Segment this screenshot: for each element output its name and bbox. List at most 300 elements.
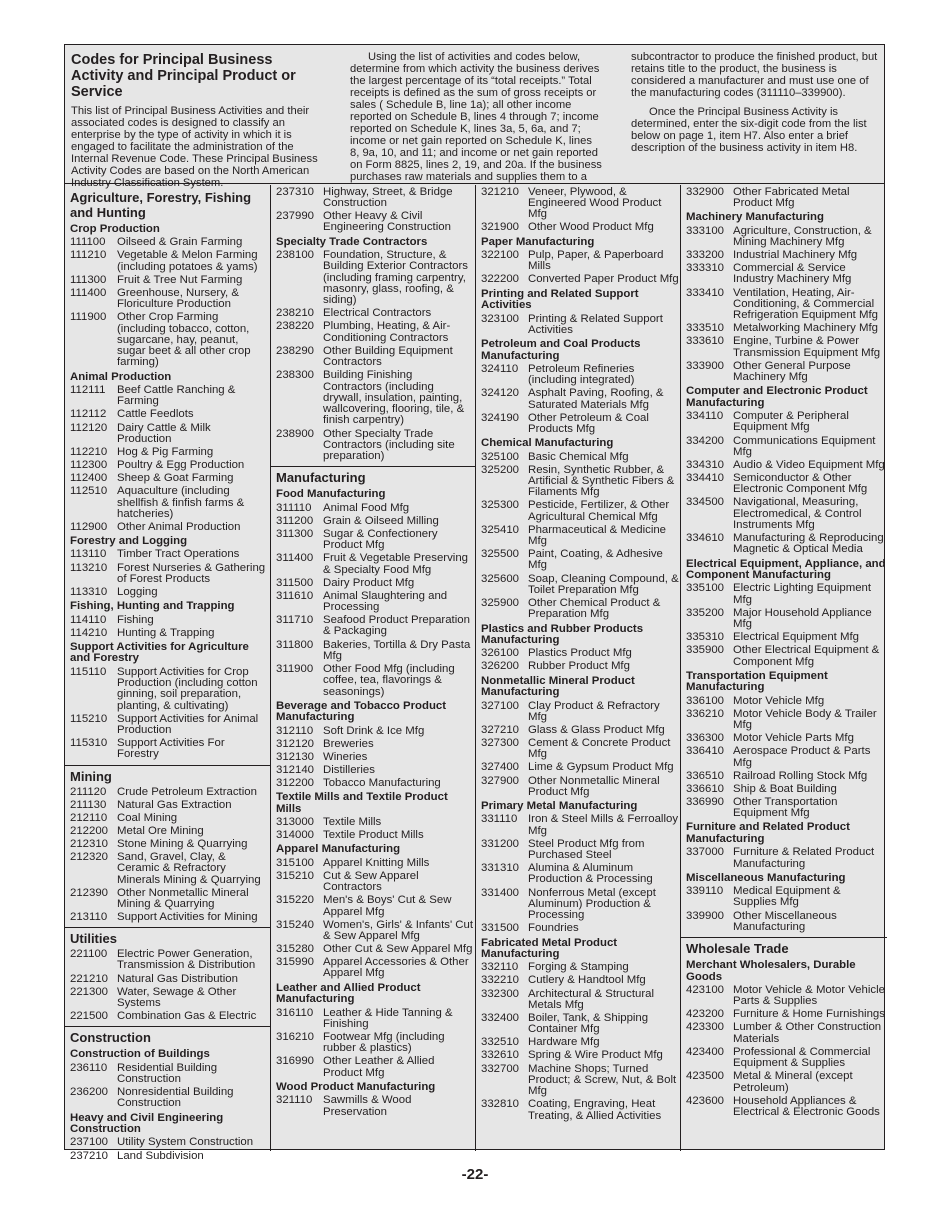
activity-code: 237100 [70, 1136, 109, 1149]
activity-label: Sugar & Confectionery Product Mfg [323, 527, 438, 552]
activity-label: Metal & Mineral (except Petroleum) [733, 1070, 853, 1094]
activity-code: 334310 [686, 458, 725, 471]
code-row [476, 1064, 681, 1098]
activity-label: Nonferrous Metal (except Aluminum) Production & Processing [528, 886, 656, 922]
intro-section [65, 45, 884, 189]
activity-code: 313000 [276, 816, 315, 829]
section-heading: Mining [65, 765, 270, 785]
activity-code: 312140 [276, 763, 315, 776]
code-row [65, 486, 270, 520]
code-row [271, 187, 476, 210]
activity-code: 336100 [686, 694, 725, 707]
code-row [65, 1011, 270, 1022]
section-heading: Construction [65, 1026, 270, 1046]
code-row [476, 1050, 681, 1061]
code-row [476, 725, 681, 736]
activity-label: Other Nonmetallic Mineral Mining & Quarrying [117, 886, 249, 910]
subsection-heading: Machinery Manufacturing [686, 211, 824, 224]
activity-code: 333510 [686, 322, 725, 335]
activity-code: 221500 [70, 1010, 109, 1023]
activity-code: 311200 [276, 514, 314, 527]
activity-label: Other Crop Farming (including tobacco, cotton, sugarcane, hay, peanut, sugar beet & all other crop farming) [117, 311, 251, 369]
activity-label: Support Activities For Forestry [117, 737, 225, 761]
activity-code: 327100 [481, 699, 520, 712]
activity-label: Textile Product Mills [323, 829, 424, 842]
subsection-heading: Electrical Equipment, Appliance, and Component Manufacturing [686, 557, 886, 582]
intro-column-1 [71, 51, 319, 189]
activity-code: 325410 [481, 523, 520, 536]
code-row [681, 784, 887, 795]
activity-code: 111900 [70, 311, 107, 324]
activity-code: 332510 [481, 1036, 520, 1049]
activity-label: Computer & Peripheral Equipment Mfg [733, 410, 849, 434]
activity-code: 111300 [70, 273, 107, 286]
code-row [476, 250, 681, 273]
activity-label: Other Specialty Trade Contractors (including site preparation) [323, 427, 455, 463]
activity-code: 335900 [686, 644, 725, 657]
code-row [65, 1137, 270, 1148]
activity-code: 336210 [686, 707, 725, 720]
subsection-heading: Fabricated Metal Product Manufacturing [481, 936, 618, 961]
activity-label: Breweries [323, 737, 374, 750]
activity-code: 327210 [481, 723, 520, 736]
activity-label: Electric Lighting Equipment Mfg [733, 582, 872, 606]
codes-column-4 [680, 185, 887, 1151]
activity-label: Furniture & Related Product Manufacturing [733, 846, 875, 870]
code-row [681, 746, 887, 769]
activity-label: Soap, Cleaning Compound, & Toilet Preparation Mfg [528, 572, 679, 596]
activity-code: 332700 [481, 1062, 520, 1075]
code-row [271, 1008, 476, 1031]
activity-code: 112210 [70, 445, 108, 458]
subsection-heading: Primary Metal Manufacturing [481, 800, 638, 813]
code-row [65, 839, 270, 850]
activity-label: Other Petroleum & Coal Products Mfg [528, 411, 649, 436]
section-heading: Agriculture, Forestry, Fishing and Hunting [70, 190, 252, 220]
code-row [271, 640, 476, 663]
code-row [65, 288, 270, 311]
subsection-heading: Food Manufacturing [276, 488, 386, 501]
activity-code: 336610 [686, 782, 725, 795]
code-row [476, 187, 681, 221]
activity-code: 325900 [481, 596, 520, 609]
activity-code: 212310 [70, 837, 109, 850]
activity-code: 314000 [276, 829, 315, 842]
activity-label: Sheep & Goat Farming [117, 472, 234, 485]
subsection-heading: Miscellaneous Manufacturing [686, 871, 846, 884]
subsection-heading: Leather and Allied Product Manufacturing [276, 981, 421, 1006]
code-row [476, 598, 681, 621]
activity-label: Architectural & Structural Metals Mfg [528, 987, 654, 1011]
code-row [271, 503, 476, 514]
activity-code: 115110 [70, 665, 107, 678]
code-row [476, 364, 681, 387]
subsection-heading: Construction of Buildings [70, 1048, 210, 1061]
activity-code: 221100 [70, 948, 108, 961]
code-row [681, 288, 887, 322]
activity-label: Support Activities for Animal Production [117, 712, 259, 737]
activity-label: Logging [117, 585, 158, 598]
code-row [65, 409, 270, 420]
activity-label: Lumber & Other Construction Materials [733, 1021, 882, 1045]
section-heading: Wholesale Trade [681, 937, 887, 957]
activity-code: 111100 [70, 236, 106, 249]
activity-code: 339900 [686, 909, 725, 922]
activity-code: 332810 [481, 1098, 520, 1111]
subsection-heading: Crop Production [70, 223, 160, 235]
activity-label: Forging & Stamping [528, 961, 629, 974]
code-row [681, 1009, 887, 1020]
activity-label: Agriculture, Construction, & Mining Machinery Mfg [733, 224, 872, 248]
code-row [681, 263, 887, 286]
activity-label: Animal Food Mfg [323, 501, 410, 514]
subsection-heading: Heavy and Civil Engineering Construction [70, 1111, 224, 1136]
activity-code: 316110 [276, 1006, 314, 1019]
activity-code: 316210 [276, 1030, 315, 1043]
code-row [681, 733, 887, 744]
activity-code: 332900 [686, 185, 725, 198]
activity-label: Metalworking Machinery Mfg [733, 322, 878, 335]
code-row [65, 1087, 270, 1110]
activity-label: Steel Product Mfg from Purchased Steel [528, 837, 645, 862]
code-row [681, 911, 887, 934]
code-row [476, 388, 681, 411]
code-row [476, 452, 681, 463]
intro-paragraph-4: Once the Principal Business Activity is determined, enter the six-digit code from the list below on page 1, item H7. Also enter a brief description of the business activity in item H8. [631, 106, 867, 154]
activity-label: Pharmaceutical & Medicine Mfg [528, 523, 667, 548]
activity-label: Foundation, Structure, & Building Exterior Contractors (including framing carpentry, masonry, glass, roofing, & siding) [323, 249, 468, 307]
activity-code: 315280 [276, 943, 315, 956]
activity-code: 312130 [276, 750, 315, 763]
activity-code: 423100 [686, 983, 725, 996]
activity-label: Motor Vehicle Mfg [733, 694, 825, 707]
activity-code: 237990 [276, 210, 315, 223]
activity-label: Highway, Street, & Bridge Construction [323, 185, 453, 210]
activity-label: Sand, Gravel, Clay, & Ceramic & Refractory Minerals Mining & Quarrying [117, 850, 261, 886]
activity-code: 331500 [481, 922, 520, 935]
section-heading: Utilities [65, 927, 270, 947]
code-row [271, 830, 476, 841]
code-row [681, 226, 887, 249]
code-row [65, 826, 270, 837]
code-row [476, 863, 681, 886]
page-title: Codes for Principal Business Activity and Principal Product or Service [71, 52, 296, 100]
activity-label: Semiconductor & Other Electronic Component Mfg [733, 472, 868, 496]
activity-label: Dairy Cattle & Milk Production [117, 421, 211, 445]
code-row [681, 771, 887, 782]
activity-label: Iron & Steel Mills & Ferroalloy Mfg [528, 813, 679, 837]
activity-label: Grain & Oilseed Milling [323, 514, 439, 527]
activity-label: Hunting & Trapping [117, 626, 215, 639]
activity-code: 325300 [481, 499, 520, 512]
activity-label: Textile Mills [323, 816, 382, 829]
activity-code: 324190 [481, 411, 520, 424]
activity-code: 323100 [481, 312, 520, 325]
activity-code: 326200 [481, 660, 520, 673]
activity-code: 238900 [276, 427, 315, 440]
subsection-heading: Petroleum and Coal Products Manufacturing [481, 338, 641, 362]
activity-code: 423500 [686, 1070, 725, 1083]
activity-label: Apparel Knitting Mills [323, 856, 430, 869]
activity-code: 333310 [686, 262, 725, 275]
activity-label: Support Activities for Crop Production (including cotton ginning, soil preparation, planting, & cultivating) [117, 665, 258, 712]
activity-label: Veneer, Plywood, & Engineered Wood Product Mfg [528, 185, 662, 221]
activity-label: Aquaculture (including shellfish & finfish farms & hatcheries) [117, 485, 245, 520]
code-row [271, 516, 476, 527]
activity-label: Other Leather & Allied Product Mfg [323, 1055, 435, 1079]
activity-label: Animal Slaughtering and Processing [323, 589, 448, 614]
activity-label: Other Animal Production [117, 520, 241, 533]
code-row [65, 473, 270, 484]
activity-label: Engine, Turbine & Power Transmission Equipment Mfg [733, 335, 881, 359]
activity-label: Electrical Contractors [323, 307, 432, 320]
activity-code: 327400 [481, 761, 520, 774]
activity-label: Medical Equipment & Supplies Mfg [733, 885, 841, 909]
activity-label: Railroad Rolling Stock Mfg [733, 769, 868, 782]
activity-label: Communications Equipment Mfg [733, 434, 876, 458]
subsection-heading: Printing and Related Support Activities [481, 287, 639, 312]
code-row [65, 974, 270, 985]
code-row [65, 423, 270, 446]
subsection-heading: Wood Product Manufacturing [276, 1080, 436, 1093]
activity-code: 113310 [70, 585, 108, 598]
code-row [65, 852, 270, 886]
activity-code: 312110 [276, 724, 314, 737]
code-row [681, 645, 887, 668]
code-row [65, 714, 270, 737]
code-row [681, 361, 887, 384]
code-row [271, 739, 476, 750]
activity-code: 325500 [481, 548, 520, 561]
activity-code: 321210 [481, 185, 520, 198]
activity-label: Motor Vehicle Body & Trailer Mfg [733, 707, 877, 732]
code-row [681, 709, 887, 732]
subsection-heading: Furniture and Related Product Manufacturing [686, 821, 850, 845]
activity-label: Fruit & Vegetable Preserving & Specialty Food Mfg [323, 552, 468, 576]
code-row [271, 752, 476, 763]
code-row [476, 574, 681, 597]
activity-code: 332610 [481, 1049, 520, 1062]
activity-label: Aerospace Product & Parts Mfg [733, 745, 871, 769]
activity-label: Clay Product & Refractory Mfg [528, 699, 660, 723]
activity-label: Other Cut & Sew Apparel Mfg [323, 943, 473, 956]
activity-label: Household Appliances & Electrical & Electronic Goods [733, 1094, 880, 1118]
activity-code: 112300 [70, 459, 108, 472]
subsection-heading: Animal Production [70, 370, 172, 383]
activity-label: Women's, Girls' & Infants' Cut & Sew Apparel Mfg [323, 918, 474, 942]
activity-label: Resin, Synthetic Rubber, & Artificial & Synthetic Fibers & Filaments Mfg [528, 463, 675, 499]
activity-code: 311900 [276, 662, 314, 675]
code-row [271, 578, 476, 589]
activity-code: 324110 [481, 362, 519, 375]
activity-code: 322200 [481, 273, 520, 286]
activity-code: 322100 [481, 249, 520, 262]
intro-paragraph-2: Using the list of activities and codes below, determine from which activity the business derives the largest percentage of its “total receipts.” Total receipts is defined as the sum of gross receipts or sales ( Schedule B, line 1a); all other income reported on Schedule B, lines 4 through 7; income reported on Schedule K, lines 3a, 5, 6a, and 7; income or net gain reported on Schedule K, lines 8, 9a, 10, and 11; and income or net gain reported on Form 8825, lines 2, 19, and 20a. If the business purchases raw materials and supplies them to a [350, 51, 602, 183]
activity-code: 336990 [686, 795, 725, 808]
activity-label: Dairy Product Mfg [323, 576, 415, 589]
code-row [65, 1151, 270, 1162]
code-row [476, 888, 681, 922]
code-row [476, 465, 681, 499]
code-row [681, 533, 887, 556]
activity-label: Fishing [117, 613, 154, 626]
activity-label: Men's & Boys' Cut & Sew Apparel Mfg [323, 894, 452, 918]
code-row [65, 587, 270, 598]
activity-label: Coating, Engraving, Heat Treating, & Allied Activities [528, 1098, 662, 1122]
activity-code: 113110 [70, 548, 107, 561]
section-heading: Manufacturing [271, 466, 476, 486]
activity-code: 115310 [70, 737, 108, 750]
code-row [271, 664, 476, 698]
activity-code: 327900 [481, 774, 520, 787]
activity-code: 112510 [70, 485, 108, 498]
activity-code: 327300 [481, 737, 520, 750]
code-row [476, 923, 681, 934]
code-row [271, 591, 476, 614]
activity-label: Cutlery & Handtool Mfg [528, 974, 646, 987]
code-row [681, 1022, 887, 1045]
activity-code: 325200 [481, 463, 520, 476]
code-row [681, 336, 887, 359]
codes-column-3 [475, 185, 681, 1151]
activity-code: 332210 [481, 974, 520, 987]
code-row [65, 522, 270, 533]
code-row [681, 323, 887, 334]
activity-code: 331400 [481, 886, 520, 899]
code-row [65, 385, 270, 408]
activity-label: Apparel Accessories & Other Apparel Mfg [323, 956, 469, 980]
code-row [271, 871, 476, 894]
activity-code: 237210 [70, 1149, 109, 1162]
activity-label: Utility System Construction [117, 1136, 254, 1149]
activity-code: 321900 [481, 221, 520, 234]
intro-paragraph-1: This list of Principal Business Activities and their associated codes is designed to classify an enterprise by the type of activity in which it is engaged to facilitate the administration of the Internal Revenue Code. These Principal Business Activity Codes are based on the North American Industry Classification System. [71, 105, 318, 189]
subsection-heading: Fishing, Hunting and Trapping [70, 600, 235, 613]
activity-code: 315210 [276, 869, 315, 882]
activity-label: Spring & Wire Product Mfg [528, 1049, 663, 1062]
activity-label: Other Food Mfg (including coffee, tea, flavorings & seasonings) [323, 662, 455, 698]
code-row [65, 563, 270, 586]
activity-label: Professional & Commercial Equipment & Supplies [733, 1045, 871, 1070]
activity-code: 333900 [686, 359, 725, 372]
code-row [271, 778, 476, 789]
activity-label: Plumbing, Heating, & Air-Conditioning Contractors [323, 320, 451, 344]
activity-code: 211120 [70, 785, 107, 798]
activity-label: Coal Mining [117, 811, 178, 824]
code-row [476, 738, 681, 761]
activity-label: Nonresidential Building Construction [117, 1086, 234, 1110]
activity-label: Other Building Equipment Contractors [323, 344, 453, 369]
activity-label: Building Finishing Contractors (including drywall, insulation, painting, wallcovering, flooring, tile, & finish carpentry) [323, 369, 465, 427]
code-row [476, 274, 681, 285]
code-row [271, 726, 476, 737]
code-row [681, 1096, 887, 1119]
code-row [65, 237, 270, 248]
activity-label: Audio & Video Equipment Mfg [733, 458, 885, 471]
code-row [65, 987, 270, 1010]
code-row [65, 460, 270, 471]
code-row [65, 549, 270, 560]
code-row [681, 583, 887, 606]
activity-label: Rubber Product Mfg [528, 660, 630, 673]
activity-code: 315100 [276, 856, 315, 869]
activity-label: Soft Drink & Ice Mfg [323, 724, 425, 737]
activity-code: 326100 [481, 647, 520, 660]
activity-label: Major Household Appliance Mfg [733, 606, 872, 631]
activity-label: Converted Paper Product Mfg [528, 273, 679, 286]
activity-label: Navigational, Measuring, Electromedical, & Control Instruments Mfg [733, 496, 862, 531]
subsection-heading: Paper Manufacturing [481, 235, 595, 248]
code-row [476, 701, 681, 724]
code-row [65, 275, 270, 286]
subsection-heading: Forestry and Logging [70, 535, 188, 548]
code-row [476, 989, 681, 1012]
code-row [65, 615, 270, 626]
activity-label: Footwear Mfg (including rubber & plastics) [323, 1030, 445, 1055]
activity-code: 311610 [276, 589, 314, 602]
activity-code: 113210 [70, 561, 108, 574]
code-row [65, 912, 270, 923]
activity-code: 337000 [686, 846, 725, 859]
activity-label: Leather & Hide Tanning & Finishing [323, 1006, 453, 1030]
code-row [271, 765, 476, 776]
code-row [65, 738, 270, 761]
activity-code: 238290 [276, 344, 315, 357]
code-row [271, 615, 476, 638]
activity-code: 332110 [481, 961, 519, 974]
code-row [271, 920, 476, 943]
activity-code: 423600 [686, 1094, 725, 1107]
code-row [271, 346, 476, 369]
activity-label: Natural Gas Distribution [117, 972, 238, 985]
activity-label: Cattle Feedlots [117, 408, 194, 421]
activity-code: 332300 [481, 987, 520, 1000]
code-row [271, 895, 476, 918]
activity-label: Metal Ore Mining [117, 824, 204, 837]
subsection-heading: Merchant Wholesalers, Durable Goods [686, 959, 856, 983]
subsection-heading: Support Activities for Agriculture and Forestry [70, 640, 249, 665]
activity-label: Other Chemical Product & Preparation Mfg [528, 596, 661, 621]
code-row [476, 1013, 681, 1036]
subsection-heading: Beverage and Tobacco Product Manufacturing [276, 699, 447, 724]
code-row [271, 308, 476, 319]
activity-code: 238300 [276, 369, 315, 382]
activity-code: 423200 [686, 1008, 725, 1021]
activity-code: 221300 [70, 985, 109, 998]
activity-label: Residential Building Construction [117, 1061, 218, 1085]
activity-label: Bakeries, Tortilla & Dry Pasta Mfg [323, 638, 471, 662]
activity-label: Basic Chemical Mfg [528, 450, 629, 463]
activity-label: Commercial & Service Industry Machinery Mfg [733, 262, 852, 286]
activity-code: 111210 [70, 249, 107, 262]
code-row [476, 500, 681, 523]
code-row [476, 222, 681, 233]
activity-code: 236200 [70, 1086, 109, 1099]
activity-code: 238210 [276, 307, 315, 320]
activity-label: Other Heavy & Civil Engineering Construction [323, 210, 451, 234]
code-row [65, 447, 270, 458]
activity-label: Hardware Mfg [528, 1036, 600, 1049]
code-row [271, 858, 476, 869]
code-row [476, 661, 681, 672]
activity-label: Wineries [323, 750, 368, 763]
activity-code: 212320 [70, 850, 109, 863]
activity-label: Other Wood Product Mfg [528, 221, 654, 234]
subsection-heading: Nonmetallic Mineral Product Manufacturing [481, 674, 635, 699]
code-row [681, 847, 887, 870]
activity-label: Timber Tract Operations [117, 548, 240, 561]
code-row [681, 886, 887, 909]
